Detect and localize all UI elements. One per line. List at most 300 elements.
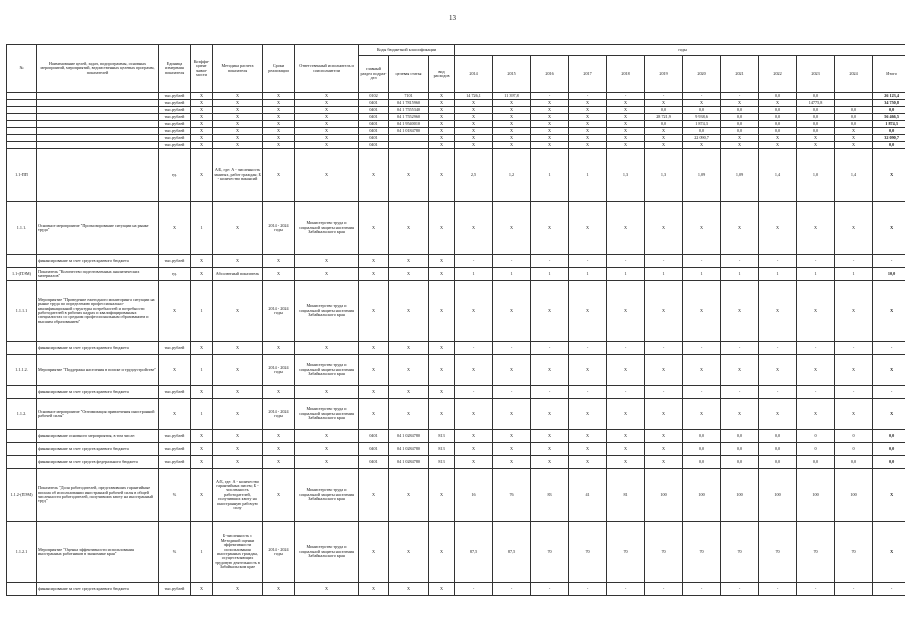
year-value-cell: - [569, 583, 607, 596]
row-name-cell: Основное мероприятие "Оптимизация привлечения иностранной рабочей силы" [37, 399, 159, 430]
year-value-cell: - [455, 342, 493, 355]
year-value-cell: 1,2 [493, 149, 531, 202]
year-value-cell: X [759, 399, 797, 430]
table-row [7, 430, 905, 443]
year-value-cell: 1,3 [645, 149, 683, 202]
row-number-cell [7, 93, 37, 100]
year-value-cell: 0,0 [797, 121, 835, 128]
row-term-cell: X [263, 135, 295, 142]
row-unit-cell: тыс.рублей [159, 456, 191, 469]
year-value-cell: 1 [569, 149, 607, 202]
row-coef-cell: X [191, 443, 213, 456]
header-year: 2018 [607, 56, 645, 93]
kbk-expense-type-cell: X [429, 93, 455, 100]
row-term-cell: X [263, 386, 295, 399]
year-value-cell: X [569, 135, 607, 142]
year-value-cell: 100 [759, 469, 797, 522]
year-value-cell: X [683, 355, 721, 386]
year-value-cell: 1 [721, 268, 759, 281]
total-cell: 0,0 [873, 142, 905, 149]
year-value-cell: X [607, 121, 645, 128]
year-value-cell: X [531, 142, 569, 149]
year-value-cell [835, 100, 873, 107]
table-row [7, 93, 905, 100]
row-number-cell: 1.1.2-(ПЭМ) [7, 469, 37, 522]
year-value-cell: 87,5 [455, 522, 493, 583]
year-value-cell: 1 [531, 268, 569, 281]
year-value-cell: X [607, 355, 645, 386]
total-cell: 0,0 [873, 430, 905, 443]
year-value-cell: 1,3 [607, 149, 645, 202]
year-value-cell: X [759, 355, 797, 386]
kbk-target-article-cell: 7101 [389, 93, 429, 100]
row-term-cell: X [263, 107, 295, 114]
table-row [7, 268, 905, 281]
year-value-cell: - [607, 255, 645, 268]
row-term-cell: X [263, 342, 295, 355]
row-method-cell: Б-численность с Методикой оценки эффективности использования иностранных граждан, осуществляющих трудовую деятельность в Забайкальском крае [213, 522, 263, 583]
year-value-cell: - [759, 583, 797, 596]
header-unit: Единица измерения показателя [159, 45, 191, 93]
year-value-cell: 70 [569, 522, 607, 583]
kbk-target-article-cell: X [389, 583, 429, 596]
year-value-cell: X [493, 128, 531, 135]
header-year: 2016 [531, 56, 569, 93]
kbk-expense-type-cell: X [429, 281, 455, 342]
row-coef-cell: X [191, 107, 213, 114]
table-row [7, 107, 905, 114]
row-unit-cell: тыс.рублей [159, 142, 191, 149]
year-value-cell: 0,0 [683, 107, 721, 114]
row-method-cell: X [213, 386, 263, 399]
header-resp: Ответственный исполнитель и соисполнители [295, 45, 359, 93]
year-value-cell: X [797, 399, 835, 430]
row-unit-cell: X [159, 355, 191, 386]
row-unit-cell: тыс.рублей [159, 583, 191, 596]
year-value-cell: 1 [455, 268, 493, 281]
row-number-cell [7, 583, 37, 596]
year-value-cell: 0,0 [797, 114, 835, 121]
row-name-cell: финансирование за счет средств краевого бюджета [37, 255, 159, 268]
year-value-cell: X [645, 355, 683, 386]
year-value-cell: 16 [455, 469, 493, 522]
year-value-cell: X [683, 100, 721, 107]
kbk-expense-type-cell: X [429, 114, 455, 121]
row-term-cell: X [263, 583, 295, 596]
year-value-cell: - [455, 386, 493, 399]
year-value-cell: 0,0 [721, 107, 759, 114]
year-value-cell: X [455, 399, 493, 430]
header-years-group: годы [455, 45, 905, 56]
year-value-cell: X [759, 135, 797, 142]
row-unit-cell: тыс.рублей [159, 107, 191, 114]
kbk-target-article-cell: X [389, 469, 429, 522]
row-unit-cell: X [159, 399, 191, 430]
kbk-target-article-cell: X [389, 522, 429, 583]
total-cell: 0,0 [873, 128, 905, 135]
row-coef-cell: X [191, 149, 213, 202]
row-method-cell: А/Б, где: А - численность занятых, работ граждан; Б - количество вакансий [213, 149, 263, 202]
total-cell: - [873, 386, 905, 399]
year-value-cell: - [569, 93, 607, 100]
row-number-cell: 1.1.2. [7, 399, 37, 430]
row-unit-cell: тыс.рублей [159, 93, 191, 100]
row-name-cell: Показатель "Доля работодателей, представивших гарантийные письма об использовании иностранной рабочей силы в общей численности работодателей, получивших квоту на иностранный труд" [37, 469, 159, 522]
kbk-razdel-cell: X [359, 583, 389, 596]
total-cell: 56 466,5 [873, 114, 905, 121]
year-value-cell: X [531, 128, 569, 135]
year-value-cell: - [493, 255, 531, 268]
header-year: 2015 [493, 56, 531, 93]
row-number-cell [7, 107, 37, 114]
year-value-cell: X [455, 107, 493, 114]
table-row [7, 121, 905, 128]
year-value-cell: X [797, 281, 835, 342]
year-value-cell: 100 [721, 469, 759, 522]
year-value-cell: 0,0 [759, 114, 797, 121]
year-value-cell: 87,5 [493, 522, 531, 583]
table-header [7, 45, 905, 93]
year-value-cell: 70 [607, 522, 645, 583]
year-value-cell: - [645, 386, 683, 399]
year-value-cell: X [645, 202, 683, 255]
kbk-expense-type-cell: X [429, 107, 455, 114]
year-value-cell: 1 [569, 268, 607, 281]
header-year: 2023 [797, 56, 835, 93]
year-value-cell: 0,0 [645, 107, 683, 114]
year-value-cell: X [531, 456, 569, 469]
year-value-cell: X [493, 114, 531, 121]
year-value-cell: - [455, 255, 493, 268]
row-name-cell: Показатель "Количество подготовленных аналитических материалов" [37, 268, 159, 281]
year-value-cell: X [455, 128, 493, 135]
year-value-cell: X [759, 142, 797, 149]
kbk-target-article-cell: X [389, 386, 429, 399]
row-method-cell: X [213, 255, 263, 268]
row-responsible-cell: X [295, 121, 359, 128]
header-kbk-group: Коды бюджетной классификации [359, 45, 455, 56]
row-method-cell: X [213, 355, 263, 386]
row-name-cell [37, 121, 159, 128]
row-name-cell: финансирование за счет средств краевого бюджета [37, 386, 159, 399]
table-row [7, 469, 905, 522]
year-value-cell: - [835, 255, 873, 268]
year-value-cell: 41 [569, 469, 607, 522]
year-value-cell: - [645, 583, 683, 596]
total-cell: 0,0 [873, 456, 905, 469]
year-value-cell: - [835, 583, 873, 596]
table-row [7, 342, 905, 355]
row-name-cell: финансирование за счет средств краевого бюджета [37, 342, 159, 355]
year-value-cell: 0,0 [721, 456, 759, 469]
row-unit-cell: тыс.рублей [159, 100, 191, 107]
year-value-cell: X [569, 456, 607, 469]
year-value-cell: X [797, 142, 835, 149]
row-term-cell: X [263, 100, 295, 107]
year-value-cell: - [531, 255, 569, 268]
table-row [7, 135, 905, 142]
year-value-cell: X [607, 430, 645, 443]
year-value-cell: X [683, 281, 721, 342]
row-unit-cell: % [159, 522, 191, 583]
kbk-target-article-cell: X [389, 255, 429, 268]
kbk-expense-type-cell: X [429, 142, 455, 149]
row-coef-cell: X [191, 121, 213, 128]
year-value-cell: X [797, 135, 835, 142]
kbk-target-article-cell: 04 1 0284780 [389, 443, 429, 456]
row-coef-cell: X [191, 255, 213, 268]
header-year: 2019 [645, 56, 683, 93]
table-row [7, 202, 905, 255]
kbk-razdel-cell: 0401 [359, 114, 389, 121]
year-value-cell: X [645, 128, 683, 135]
row-term-cell: X [263, 268, 295, 281]
row-unit-cell: тыс.рублей [159, 128, 191, 135]
row-term-cell: X [263, 149, 295, 202]
row-unit-cell: тыс.рублей [159, 443, 191, 456]
year-value-cell: X [645, 281, 683, 342]
row-name-cell [37, 149, 159, 202]
header-year: 2020 [683, 56, 721, 93]
row-coef-cell: X [191, 142, 213, 149]
kbk-target-article-cell [389, 135, 429, 142]
year-value-cell: X [569, 430, 607, 443]
year-value-cell: X [531, 281, 569, 342]
year-value-cell: X [493, 202, 531, 255]
row-coef-cell: X [191, 583, 213, 596]
year-value-cell: X [493, 100, 531, 107]
kbk-expense-type-cell: X [429, 121, 455, 128]
kbk-razdel-cell: X [359, 149, 389, 202]
row-unit-cell: ед. [159, 149, 191, 202]
kbk-expense-type-cell: 813 [429, 430, 455, 443]
year-value-cell: 81 [607, 469, 645, 522]
row-responsible-cell: X [295, 149, 359, 202]
year-value-cell: X [607, 443, 645, 456]
year-value-cell: - [569, 342, 607, 355]
year-value-cell: X [493, 107, 531, 114]
year-value-cell: - [569, 386, 607, 399]
year-value-cell: 1,4 [759, 149, 797, 202]
kbk-razdel-cell: X [359, 399, 389, 430]
kbk-expense-type-cell: X [429, 355, 455, 386]
year-value-cell: 0,0 [759, 107, 797, 114]
year-value-cell: 0 [835, 430, 873, 443]
row-term-cell: 2014 - 2024 годы [263, 202, 295, 255]
year-value-cell: X [607, 100, 645, 107]
total-cell: - [873, 342, 905, 355]
year-value-cell: X [493, 121, 531, 128]
row-responsible-cell: X [295, 93, 359, 100]
year-value-cell: 70 [531, 522, 569, 583]
year-value-cell: 0 [835, 443, 873, 456]
year-value-cell: X [797, 202, 835, 255]
year-value-cell: - [531, 583, 569, 596]
year-value-cell: X [645, 399, 683, 430]
year-value-cell: X [721, 142, 759, 149]
row-method-cell: X [213, 142, 263, 149]
row-responsible-cell: X [295, 443, 359, 456]
year-value-cell: X [455, 135, 493, 142]
row-responsible-cell: X [295, 430, 359, 443]
year-value-cell: 28 721,9 [645, 114, 683, 121]
row-term-cell: 2014 - 2024 годы [263, 522, 295, 583]
year-value-cell: X [645, 430, 683, 443]
total-cell: 0,0 [873, 443, 905, 456]
table-row [7, 522, 905, 583]
row-name-cell [37, 93, 159, 100]
year-value-cell: X [721, 135, 759, 142]
year-value-cell: X [531, 443, 569, 456]
year-value-cell: - [683, 255, 721, 268]
year-value-cell: 1 [835, 268, 873, 281]
year-value-cell: - [721, 342, 759, 355]
year-value-cell: X [531, 202, 569, 255]
header-year: 2021 [721, 56, 759, 93]
row-method-cell: X [213, 443, 263, 456]
row-name-cell: Мероприятие "Оценка эффективности использования иностранных работников в экономике края" [37, 522, 159, 583]
year-value-cell: 1,09 [683, 149, 721, 202]
kbk-razdel-cell: X [359, 255, 389, 268]
year-value-cell: - [759, 386, 797, 399]
year-value-cell: - [531, 342, 569, 355]
row-name-cell: финансирование основного мероприятия, в том числе: [37, 430, 159, 443]
year-value-cell: 14775,8 [797, 100, 835, 107]
header-kbk-cs: целевая статья [389, 56, 429, 93]
row-unit-cell: ед. [159, 268, 191, 281]
kbk-target-article-cell: 04 1 7555340 [389, 107, 429, 114]
year-value-cell: X [455, 121, 493, 128]
year-value-cell: 0,0 [645, 121, 683, 128]
kbk-expense-type-cell: X [429, 255, 455, 268]
year-value-cell: X [835, 202, 873, 255]
table-row [7, 114, 905, 121]
kbk-razdel-cell: 0401 [359, 121, 389, 128]
year-value-cell: - [759, 342, 797, 355]
program-table [6, 44, 905, 596]
row-responsible-cell: Министерство труда и социальной защиты населения Забайкальского края [295, 355, 359, 386]
table-row [7, 255, 905, 268]
row-coef-cell: 1 [191, 399, 213, 430]
row-unit-cell: тыс.рублей [159, 386, 191, 399]
year-value-cell: 0,0 [759, 443, 797, 456]
row-term-cell: X [263, 255, 295, 268]
year-value-cell: X [721, 355, 759, 386]
row-coef-cell: X [191, 100, 213, 107]
year-value-cell: 0 [797, 430, 835, 443]
row-coef-cell: X [191, 128, 213, 135]
row-term-cell: X [263, 121, 295, 128]
row-coef-cell: X [191, 456, 213, 469]
year-value-cell: - [683, 386, 721, 399]
year-value-cell: 1 [683, 268, 721, 281]
header-method: Методика расчета показателя [213, 45, 263, 93]
year-value-cell: 70 [797, 522, 835, 583]
year-value-cell: X [493, 456, 531, 469]
table-row [7, 399, 905, 430]
year-value-cell: 0,0 [759, 456, 797, 469]
kbk-target-article-cell: X [389, 268, 429, 281]
table-row [7, 100, 905, 107]
year-value-cell: X [455, 456, 493, 469]
year-value-cell: - [759, 255, 797, 268]
year-value-cell: 70 [759, 522, 797, 583]
year-value-cell: X [607, 142, 645, 149]
year-value-cell: 0,0 [683, 430, 721, 443]
row-name-cell [37, 114, 159, 121]
year-value-cell: X [835, 128, 873, 135]
row-number-cell [7, 128, 37, 135]
year-value-cell: X [569, 121, 607, 128]
total-cell: X [873, 281, 905, 342]
total-cell: - [873, 255, 905, 268]
row-responsible-cell: X [295, 342, 359, 355]
year-value-cell: - [493, 583, 531, 596]
year-value-cell: X [569, 128, 607, 135]
year-value-cell: 0,0 [797, 93, 835, 100]
kbk-expense-type-cell: X [429, 583, 455, 596]
row-method-cell: X [213, 114, 263, 121]
row-method-cell: X [213, 399, 263, 430]
year-value-cell: X [835, 399, 873, 430]
year-value-cell: - [645, 342, 683, 355]
year-value-cell: 70 [835, 522, 873, 583]
row-responsible-cell: X [295, 107, 359, 114]
kbk-target-article-cell: 04 1 0284780 [389, 456, 429, 469]
row-term-cell: X [263, 128, 295, 135]
year-value-cell: 0,0 [797, 128, 835, 135]
year-value-cell: 0 [797, 443, 835, 456]
kbk-expense-type-cell: X [429, 342, 455, 355]
row-method-cell: X [213, 107, 263, 114]
table-row [7, 583, 905, 596]
year-value-cell: 1,09 [721, 149, 759, 202]
kbk-razdel-cell: 0401 [359, 443, 389, 456]
year-value-cell [835, 93, 873, 100]
year-value-cell: 100 [645, 469, 683, 522]
kbk-razdel-cell: X [359, 522, 389, 583]
total-cell: - [873, 583, 905, 596]
row-name-cell: финансирование за счет средств краевого бюджета [37, 583, 159, 596]
row-responsible-cell: X [295, 268, 359, 281]
kbk-target-article-cell: 04 1 9540010 [389, 121, 429, 128]
row-method-cell: X [213, 281, 263, 342]
kbk-expense-type-cell: X [429, 522, 455, 583]
row-term-cell: X [263, 469, 295, 522]
year-value-cell: X [835, 355, 873, 386]
year-value-cell: 11 397,8 [493, 93, 531, 100]
year-value-cell: 70 [645, 522, 683, 583]
kbk-expense-type-cell: X [429, 149, 455, 202]
row-term-cell: 2014 - 2024 годы [263, 281, 295, 342]
year-value-cell: X [493, 399, 531, 430]
year-value-cell: 70 [683, 522, 721, 583]
row-coef-cell: X [191, 342, 213, 355]
row-responsible-cell: X [295, 386, 359, 399]
total-cell: 1 874,3 [873, 121, 905, 128]
total-cell: X [873, 149, 905, 202]
row-term-cell: 2014 - 2024 годы [263, 355, 295, 386]
header-year: 2022 [759, 56, 797, 93]
year-value-cell: 70 [721, 522, 759, 583]
year-value-cell: - [493, 386, 531, 399]
year-value-cell: - [721, 583, 759, 596]
year-value-cell: - [797, 342, 835, 355]
year-value-cell: 0,0 [721, 443, 759, 456]
row-responsible-cell: X [295, 114, 359, 121]
year-value-cell: - [835, 342, 873, 355]
kbk-expense-type-cell: X [429, 386, 455, 399]
